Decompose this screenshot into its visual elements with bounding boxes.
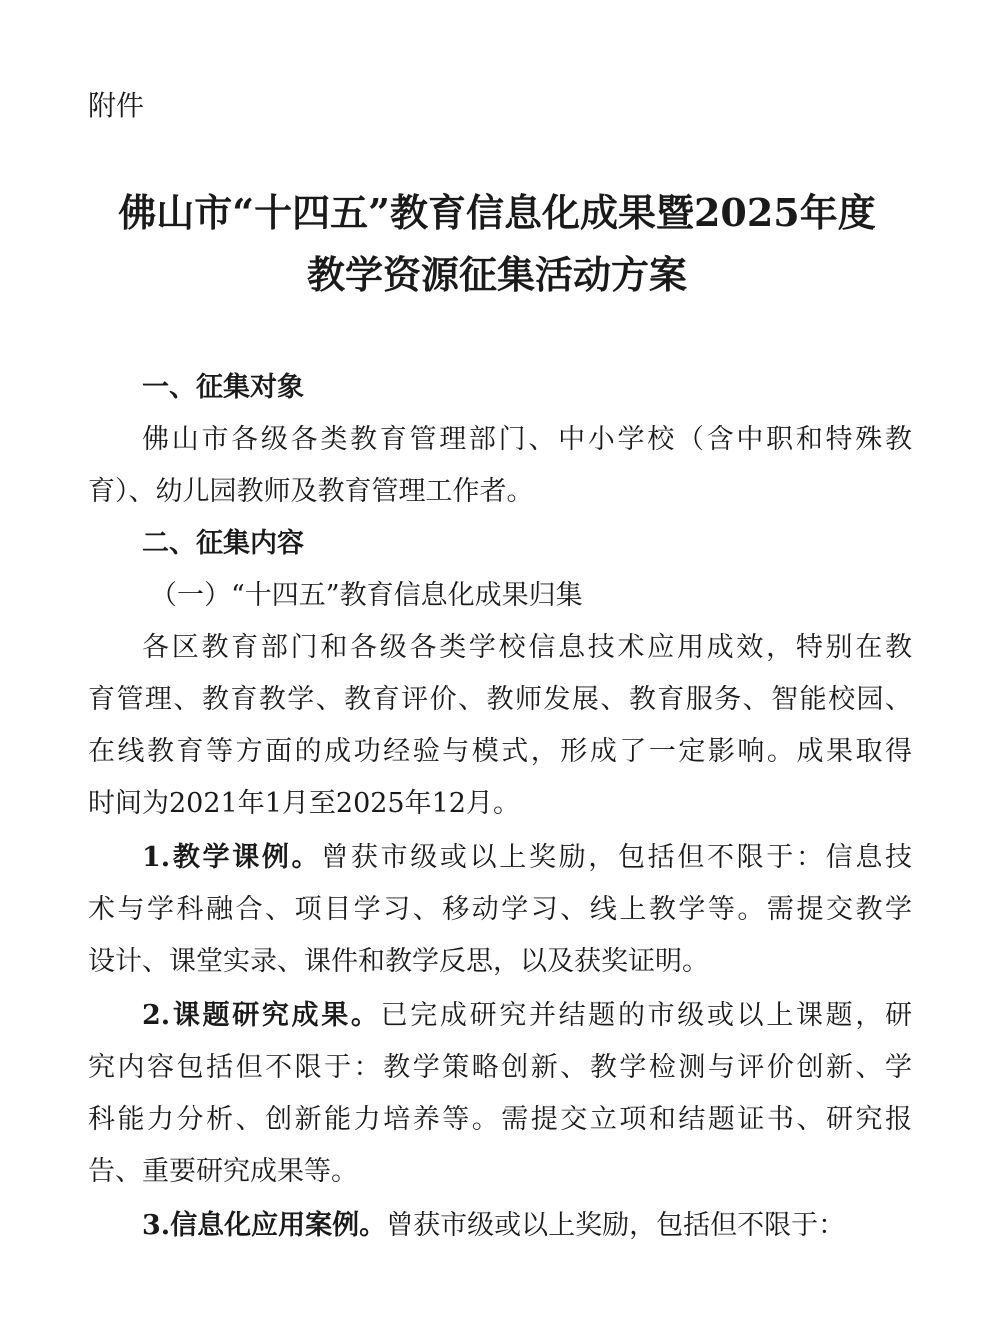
item-1-text: 曾获市级或以上奖励，包括但不限于：信息技	[321, 842, 913, 873]
section-2-subheading: （一）“十四五”教育信息化成果归集	[150, 580, 583, 611]
section-2-paragraph-line: 在线教育等方面的成功经验与模式，形成了一定影响。成果取得	[88, 736, 912, 767]
document-title-line-1: 佛山市“十四五”教育信息化成果暨2025年度	[118, 190, 876, 235]
item-2-text: 已完成研究并结题的市级或以上课题，研	[380, 1000, 913, 1031]
document-title-line-2: 教学资源征集活动方案	[306, 252, 687, 297]
section-1-paragraph-line: 佛山市各级各类教育管理部门、中小学校（含中职和特殊教	[142, 424, 912, 455]
item-3-label: 3.信息化应用案例。	[142, 1210, 387, 1241]
section-2-paragraph-line: 育管理、教育教学、教育评价、教师发展、教育服务、智能校园、	[88, 684, 912, 715]
section-2-paragraph-line: 各区教育部门和各级各类学校信息技术应用成效，特别在教	[142, 632, 912, 663]
item-3-text: 曾获市级或以上奖励，包括但不限于：	[386, 1210, 846, 1241]
item-2-line: 科能力分析、创新能力培养等。需提交立项和结题证书、研究报	[88, 1104, 912, 1135]
item-2-first-line	[142, 998, 912, 1034]
item-3-first-line	[142, 1208, 912, 1244]
item-1-label: 1.教学课例。	[142, 842, 322, 873]
item-1-first-line	[142, 840, 912, 876]
item-2-line: 究内容包括但不限于：教学策略创新、教学检测与评价创新、学	[88, 1052, 912, 1083]
item-2-label: 2.课题研究成果。	[142, 1000, 381, 1031]
item-1-line: 术与学科融合、项目学习、移动学习、线上教学等。需提交教学	[88, 894, 912, 925]
attachment-label: 附件	[88, 89, 145, 122]
section-1-paragraph-line: 育）、幼儿园教师及教育管理工作者。	[88, 476, 534, 507]
section-2-paragraph-line: 时间为2021年1月至2025年12月。	[88, 788, 520, 819]
section-2-heading: 二、征集内容	[142, 528, 304, 559]
section-1-heading: 一、征集对象	[142, 372, 304, 403]
item-1-line: 设计、课堂实录、课件和教学反思，以及获奖证明。	[88, 946, 709, 977]
item-2-line: 告、重要研究成果等。	[88, 1156, 358, 1187]
